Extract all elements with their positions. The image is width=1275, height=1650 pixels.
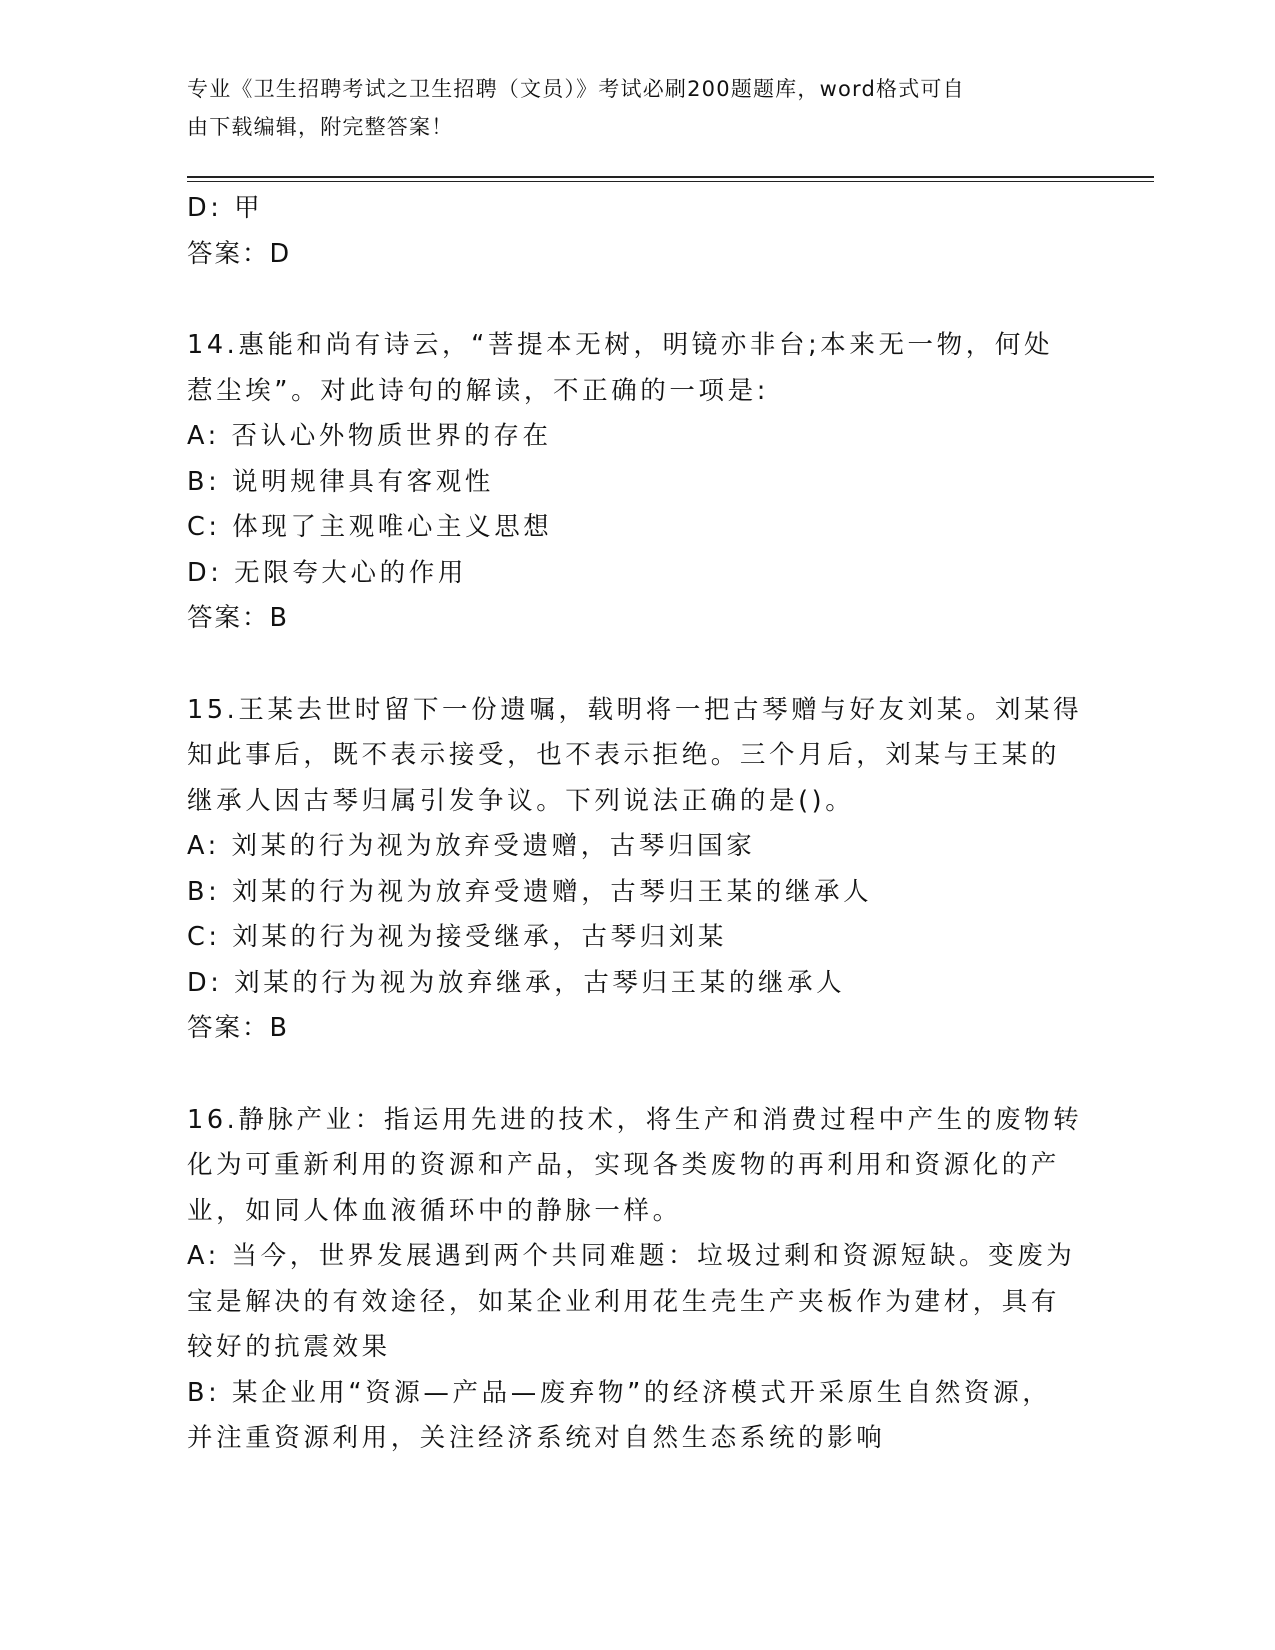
question-stem-line: 化为可重新利用的资源和产品，实现各类废物的再利用和资源化的产 — [187, 1150, 1061, 1180]
option-b-line: B: 某企业用“资源—产品—废弃物”的经济模式开采原生自然资源， — [187, 1377, 1052, 1408]
spacer — [187, 1052, 1087, 1098]
option-b-line: 并注重资源利用，关注经济系统对自然生态系统的影响 — [187, 1423, 886, 1453]
option-c: C: 刘某的行为视为接受继承，古琴归刘某 — [187, 922, 728, 952]
option-d: D: 无限夸大心的作用 — [187, 557, 467, 588]
question-stem-line: 知此事后，既不表示接受，也不表示拒绝。三个月后，刘某与王某的 — [187, 740, 1061, 770]
question-16 — [187, 1098, 1087, 1462]
option-b: B: 刘某的行为视为放弃受遗赠，古琴归王某的继承人 — [187, 876, 873, 907]
spacer — [187, 277, 1087, 323]
question-stem-line: 业，如同人体血液循环中的静脉一样。 — [187, 1195, 682, 1226]
question-stem-line: 惹尘埃”。对此诗句的解读，不正确的一项是: — [187, 375, 769, 406]
header-divider-thin — [187, 181, 1154, 182]
answer-line: 答案：B — [187, 1013, 289, 1043]
option-a-line: 宝是解决的有效途径，如某企业利用花生壳生产夹板作为建材，具有 — [187, 1286, 1061, 1317]
spacer — [187, 642, 1087, 688]
question-body — [187, 186, 1087, 1462]
option-d: D: 刘某的行为视为放弃继承，古琴归王某的继承人 — [187, 967, 846, 998]
question-stem-line: 15.王某去世时留下一份遗嘱，载明将一把古琴赠与好友刘某。刘某得 — [187, 694, 1083, 725]
option-a: A: 刘某的行为视为放弃受遗赠，古琴归国家 — [187, 831, 756, 861]
question-stem-line: 14.惠能和尚有诗云，“菩提本无树，明镜亦非台;本来无一物，何处 — [187, 330, 1054, 360]
question-14 — [187, 323, 1087, 642]
option-a-line: A: 当今，世界发展遇到两个共同难题：垃圾过剩和资源短缺。变废为 — [187, 1241, 1076, 1271]
option-a: A: 否认心外物质世界的存在 — [187, 421, 552, 451]
option-c: C: 体现了主观唯心主义思想 — [187, 512, 553, 542]
header-line-2: 由下载编辑，附完整答案！ — [187, 115, 454, 139]
header-line-1: 专业《卫生招聘考试之卫生招聘（文员）》考试必刷200题题库，word格式可自 — [187, 77, 965, 101]
question-stem-line: 16.静脉产业：指运用先进的技术，将生产和消费过程中产生的废物转 — [187, 1104, 1083, 1135]
option-d: D: 甲 — [187, 193, 264, 223]
option-a-line: 较好的抗震效果 — [187, 1332, 391, 1362]
answer-line: 答案：D — [187, 238, 292, 269]
page-header — [187, 70, 1067, 146]
question-15 — [187, 688, 1087, 1052]
question-stem-line: 继承人因古琴归属引发争议。下列说法正确的是()。 — [187, 785, 855, 816]
header-divider-thick — [187, 176, 1154, 178]
answer-line: 答案：B — [187, 603, 289, 633]
option-b: B: 说明规律具有客观性 — [187, 466, 494, 497]
